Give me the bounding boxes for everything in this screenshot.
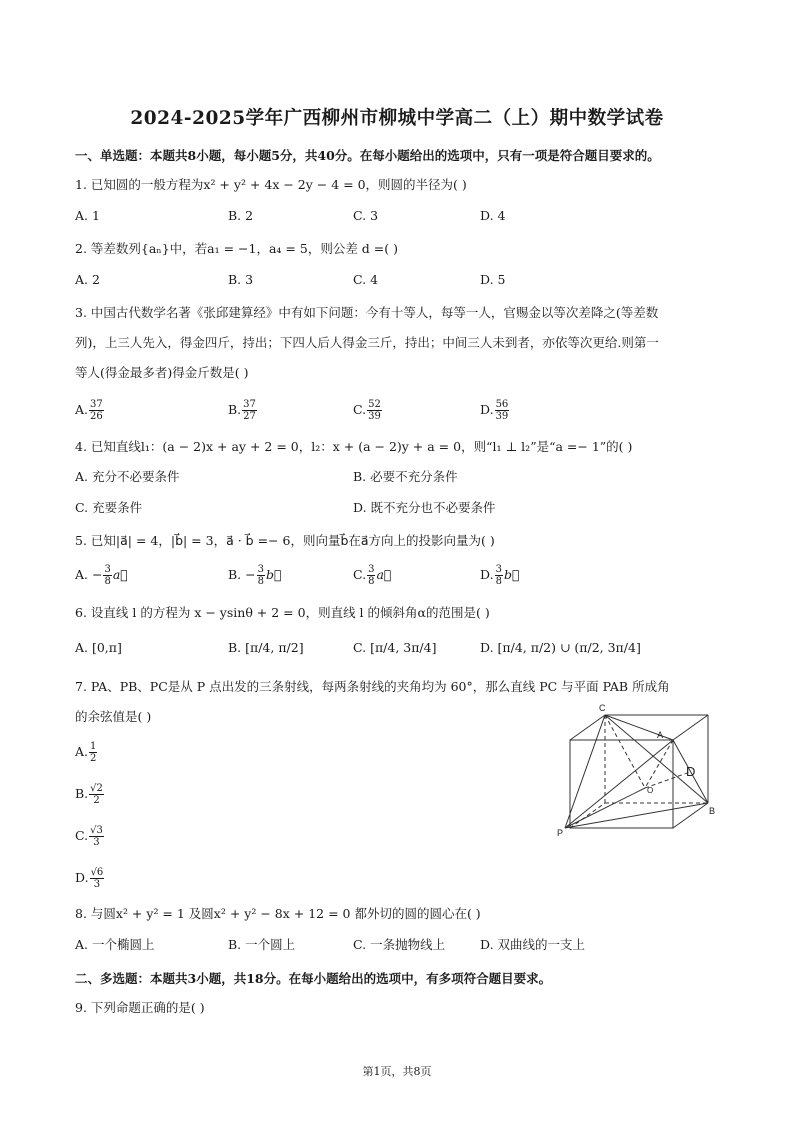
q3-option-b: B. $\frac{37}{27}$ bbox=[228, 399, 256, 422]
q4-option-d: D. 既不充分也不必要条件 bbox=[353, 500, 496, 515]
q3-option-d: D. $\frac{56}{39}$ bbox=[480, 399, 509, 422]
question-3-stem-line-1: 3. 中国古代数学名著《张邱建算经》中有如下问题：今有十等人，每等一人，官赐金以等次差降之(等差数 bbox=[75, 305, 659, 320]
cube-tetrahedron-figure bbox=[555, 700, 725, 845]
question-8-stem: 8. 与圆x² + y² = 1 及圆x² + y² − 8x + 12 = 0 都外切的圆的圆心在( ) bbox=[75, 906, 481, 921]
page-footer: 第1页，共8页 bbox=[362, 1065, 432, 1078]
q6-option-a: A. [0,π] bbox=[75, 640, 122, 655]
figure-label-d: D bbox=[686, 764, 696, 779]
question-5-stem: 5. 已知|a⃗| = 4，|b⃗| = 3，a⃗ · b⃗ =− 6，则向量b⃗在a⃗方向上的投影向量为( ) bbox=[75, 533, 495, 548]
q3-option-a: A. $\frac{37}{26}$ bbox=[75, 399, 103, 422]
q6-option-b: B. [π/4, π/2] bbox=[228, 640, 304, 655]
q6-option-d: D. [π/4, π/2) ∪ (π/2, 3π/4] bbox=[480, 640, 641, 655]
question-7-stem-line-2: 的余弦值是( ) bbox=[75, 709, 152, 724]
section-multiple-choice-header: 二、多选题：本题共3小题，共18分。在每小题给出的选项中，有多项符合题目要求。 bbox=[75, 971, 552, 986]
q7-option-c: C. $\frac{√3}{3}$ bbox=[75, 825, 103, 848]
question-6-stem: 6. 设直线 l 的方程为 x − ysinθ + 2 = 0，则直线 l 的倾斜角α的范围是( ) bbox=[75, 605, 490, 620]
figure-label-c: C bbox=[599, 703, 606, 713]
q7-option-b: B. $\frac{√2}{2}$ bbox=[75, 783, 103, 806]
question-1-stem: 1. 已知圆的一般方程为x² + y² + 4x − 2y − 4 = 0，则圆的半径为( ) bbox=[75, 177, 467, 192]
figure-label-p: P bbox=[557, 828, 564, 838]
q5-option-d: D. $\frac{3}{8}$ b⃗ bbox=[480, 564, 520, 587]
q2-option-c: C. 4 bbox=[353, 272, 379, 287]
q8-option-b: B. 一个圆上 bbox=[228, 937, 296, 952]
q7-option-d: D. $\frac{√6}{3}$ bbox=[75, 867, 104, 890]
q3-option-c: C. $\frac{52}{39}$ bbox=[353, 399, 381, 422]
question-9-stem: 9. 下列命题正确的是( ) bbox=[75, 1000, 205, 1015]
q2-option-b: B. 3 bbox=[228, 272, 254, 287]
q1-option-d: D. 4 bbox=[480, 208, 506, 223]
q7-option-a: A. $\frac{1}{2}$ bbox=[75, 741, 97, 764]
q1-option-b: B. 2 bbox=[228, 208, 254, 223]
q5-option-c: C. $\frac{3}{8}$ a⃗ bbox=[353, 564, 392, 587]
q4-option-b: B. 必要不充分条件 bbox=[353, 469, 458, 484]
question-3-stem-line-2: 列)，上三人先入，得金四斤，持出；下四人后人得金三斤，持出；中间三人未到者，亦依等次更给.则第一 bbox=[75, 335, 659, 350]
figure-label-o: O bbox=[647, 786, 654, 795]
figure-label-b: B bbox=[709, 806, 716, 816]
question-3-stem-line-3: 等人(得金最多者)得金斤数是( ) bbox=[75, 365, 249, 380]
q5-option-a: A. − $\frac{3}{8}$ a⃗ bbox=[75, 564, 128, 587]
question-2-stem: 2. 等差数列{aₙ}中，若a₁ = −1，a₄ = 5，则公差 d =( ) bbox=[75, 241, 398, 256]
q5-option-b: B. − $\frac{3}{8}$ b⃗ bbox=[228, 564, 282, 587]
q8-option-c: C. 一条抛物线上 bbox=[353, 937, 446, 952]
question-4-stem: 4. 已知直线l₁：(a − 2)x + ay + 2 = 0，l₂：x + (a − 2)y + a = 0，则“l₁ ⊥ l₂”是“a =− 1”的( ) bbox=[75, 439, 633, 454]
q4-option-c: C. 充要条件 bbox=[75, 500, 143, 515]
q1-option-a: A. 1 bbox=[75, 208, 100, 223]
q2-option-d: D. 5 bbox=[480, 272, 506, 287]
q4-option-a: A. 充分不必要条件 bbox=[75, 469, 180, 484]
q2-option-a: A. 2 bbox=[75, 272, 100, 287]
figure-label-a: A bbox=[657, 730, 664, 740]
q6-option-c: C. [π/4, 3π/4] bbox=[353, 640, 437, 655]
section-single-choice-header: 一、单选题：本题共8小题，每小题5分，共40分。在每小题给出的选项中，只有一项是符合题目要求的。 bbox=[75, 148, 660, 163]
q1-option-c: C. 3 bbox=[353, 208, 379, 223]
q8-option-d: D. 双曲线的一支上 bbox=[480, 937, 586, 952]
q8-option-a: A. 一个椭圆上 bbox=[75, 937, 155, 952]
question-7-stem-line-1: 7. PA、PB、PC是从 P 点出发的三条射线，每两条射线的夹角均为 60°，那么直线 PC 与平面 PAB 所成角 bbox=[75, 679, 670, 694]
page-title: 2024-2025学年广西柳州市柳城中学高二（上）期中数学试卷 bbox=[130, 108, 664, 129]
